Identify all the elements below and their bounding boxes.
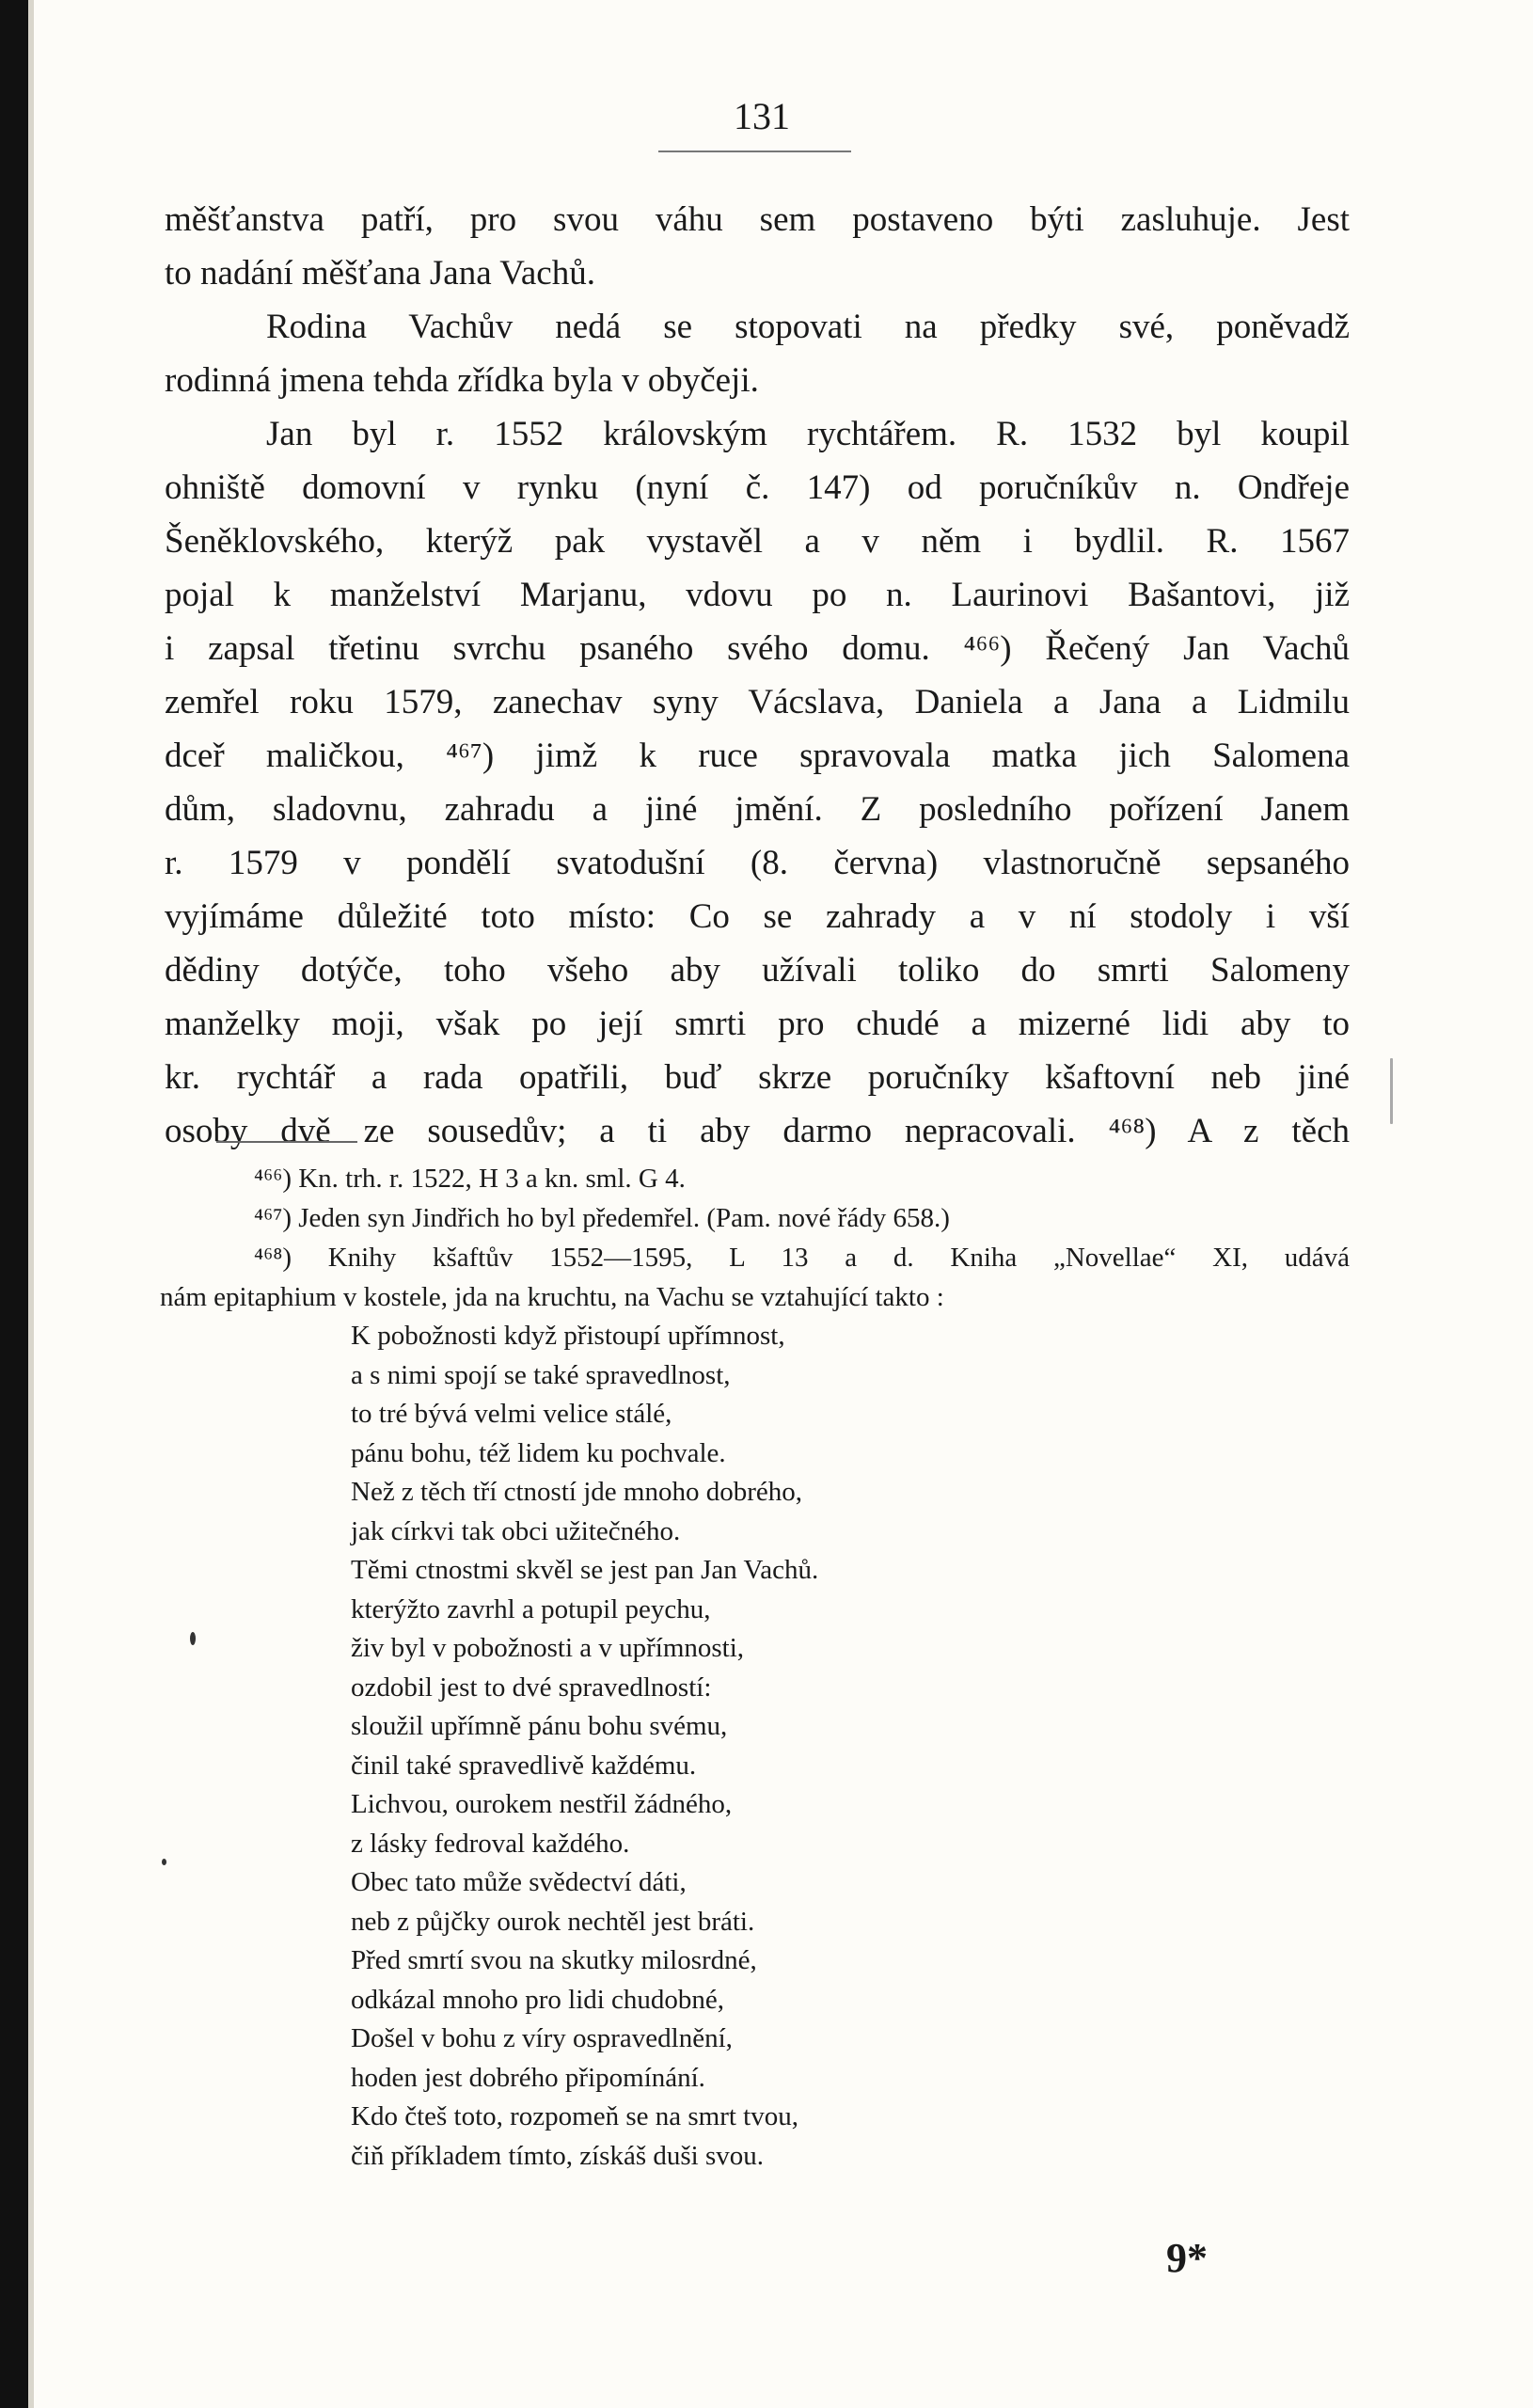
poem-line: kterýžto zavrhl a potupil peychu, xyxy=(351,1593,711,1624)
scan-binding-edge xyxy=(0,0,28,2408)
poem-line: Než z těch tří ctností jde mnoho dobrého, xyxy=(351,1477,802,1507)
footnote-467: ⁴⁶⁷) Jeden syn Jindřich ho byl předemřel. (Pam. nové řády 658.) xyxy=(254,1203,950,1233)
poem-line: činil také spravedlivě každému. xyxy=(351,1750,697,1781)
poem-line: pánu bohu, též lidem ku pochvale. xyxy=(351,1437,726,1468)
footnotes xyxy=(160,1159,1350,1317)
footnote-468: ⁴⁶⁸) Knihy kšaftův 1552—1595, L 13 a d. Kniha „Novellae“ XI, udává xyxy=(254,1243,1350,1273)
body-line: Rodina Vachův nedá se stopovati na předky své, poněvadž xyxy=(266,308,1350,346)
poem-line: Došel v bohu z víry ospravedlnění, xyxy=(351,2023,733,2053)
printer-signature-mark: 9* xyxy=(1166,2235,1208,2281)
page-number: 131 xyxy=(734,95,790,137)
poem-line: jak církvi tak obci užitečného. xyxy=(351,1515,681,1546)
body-line: osoby dvě ze sousedův; a ti aby darmo nepracovali. ⁴⁶⁸) A z těch xyxy=(165,1112,1350,1150)
footnote-466: ⁴⁶⁶) Kn. trh. r. 1522, H 3 a kn. sml. G 4. xyxy=(254,1164,686,1194)
poem-line: sloužil upřímně pánu bohu svému, xyxy=(351,1711,728,1741)
poem-line: Kdo čteš toto, rozpomeň se na smrt tvou, xyxy=(351,2101,798,2131)
body-line: i zapsal třetinu svrchu psaného svého domu. ⁴⁶⁶) Řečený Jan Vachů xyxy=(165,629,1350,668)
ink-speck xyxy=(190,1632,196,1645)
poem-line: čiň příkladem tímto, získáš duši svou. xyxy=(351,2140,764,2171)
poem-line: a s nimi spojí se také spravedlnost, xyxy=(351,1359,731,1390)
page-number-rule xyxy=(658,150,851,152)
poem-line: neb z půjčky ourok nechtěl jest bráti. xyxy=(351,1906,755,1937)
poem-line: hoden jest dobrého připomínání. xyxy=(351,2062,705,2093)
ink-speck xyxy=(162,1859,166,1865)
body-line: ohniště domovní v rynku (nyní č. 147) od poručníkův n. Ondřeje xyxy=(165,468,1350,507)
body-line: vyjímáme důležité toto místo: Co se zahrady a v ní stodoly i vší xyxy=(165,897,1350,936)
poem-line: živ byl v pobožnosti a v upřímnosti, xyxy=(351,1633,745,1663)
poem-line: Lichvou, ourokem nestřil žádného, xyxy=(351,1789,733,1819)
body-line: pojal k manželství Marjanu, vdovu po n. Laurinovi Bašantovi, již xyxy=(165,576,1350,614)
poem-line: Těmi ctnostmi skvěl se jest pan Jan Vachů. xyxy=(351,1555,819,1585)
footnote-separator xyxy=(216,1141,357,1143)
body-line: dědiny dotýče, toho všeho aby užívali toliko do smrti Salomeny xyxy=(165,951,1350,990)
epitaph-poem xyxy=(351,1317,818,2176)
scan-binding-shadow xyxy=(28,0,34,2408)
poem-line: odkázal mnoho pro lidi chudobné, xyxy=(351,1984,725,2015)
body-line: Šeněklovského, kterýž pak vystavěl a v něm i bydlil. R. 1567 xyxy=(165,522,1350,561)
poem-line: Obec tato může svědectví dáti, xyxy=(351,1867,687,1897)
body-line: Jan byl r. 1552 královským rychtářem. R. 1532 byl koupil xyxy=(266,415,1350,453)
poem-line: z lásky fedroval každého. xyxy=(351,1828,630,1859)
body-line: to nadání měšťana Jana Vachů. xyxy=(165,254,595,293)
footnote-468-continuation: nám epitaphium v kostele, jda na kruchtu, na Vachu se vztahující takto : xyxy=(160,1282,944,1312)
poem-line: K pobožnosti když přistoupí upřímnost, xyxy=(351,1321,785,1351)
body-line: manželky moji, však po její smrti pro chudé a mizerné lidi aby to xyxy=(165,1005,1350,1043)
body-line: kr. rychtář a rada opatřili, buď skrze poručníky kšaftovní neb jiné xyxy=(165,1058,1350,1097)
scan-mark xyxy=(1390,1058,1393,1124)
body-line: měšťanstva patří, pro svou váhu sem postaveno býti zasluhuje. Jest xyxy=(165,200,1350,239)
body-text xyxy=(165,193,1350,1158)
body-line: r. 1579 v pondělí svatodušní (8. června) vlastnoručně sepsaného xyxy=(165,844,1350,882)
body-line: rodinná jmena tehda zřídka byla v obyčeji. xyxy=(165,361,759,400)
poem-line: Před smrtí svou na skutky milosrdné, xyxy=(351,1945,757,1975)
poem-line: to tré bývá velmi velice stálé, xyxy=(351,1399,672,1429)
body-line: zemřel roku 1579, zanechav syny Vácslava, Daniela a Jana a Lidmilu xyxy=(165,683,1350,721)
body-line: dceř maličkou, ⁴⁶⁷) jimž k ruce spravovala matka jich Salomena xyxy=(165,737,1350,775)
poem-line: ozdobil jest to dvé spravedlností: xyxy=(351,1671,712,1703)
body-line: dům, sladovnu, zahradu a jiné jmění. Z posledního pořízení Janem xyxy=(165,790,1350,829)
